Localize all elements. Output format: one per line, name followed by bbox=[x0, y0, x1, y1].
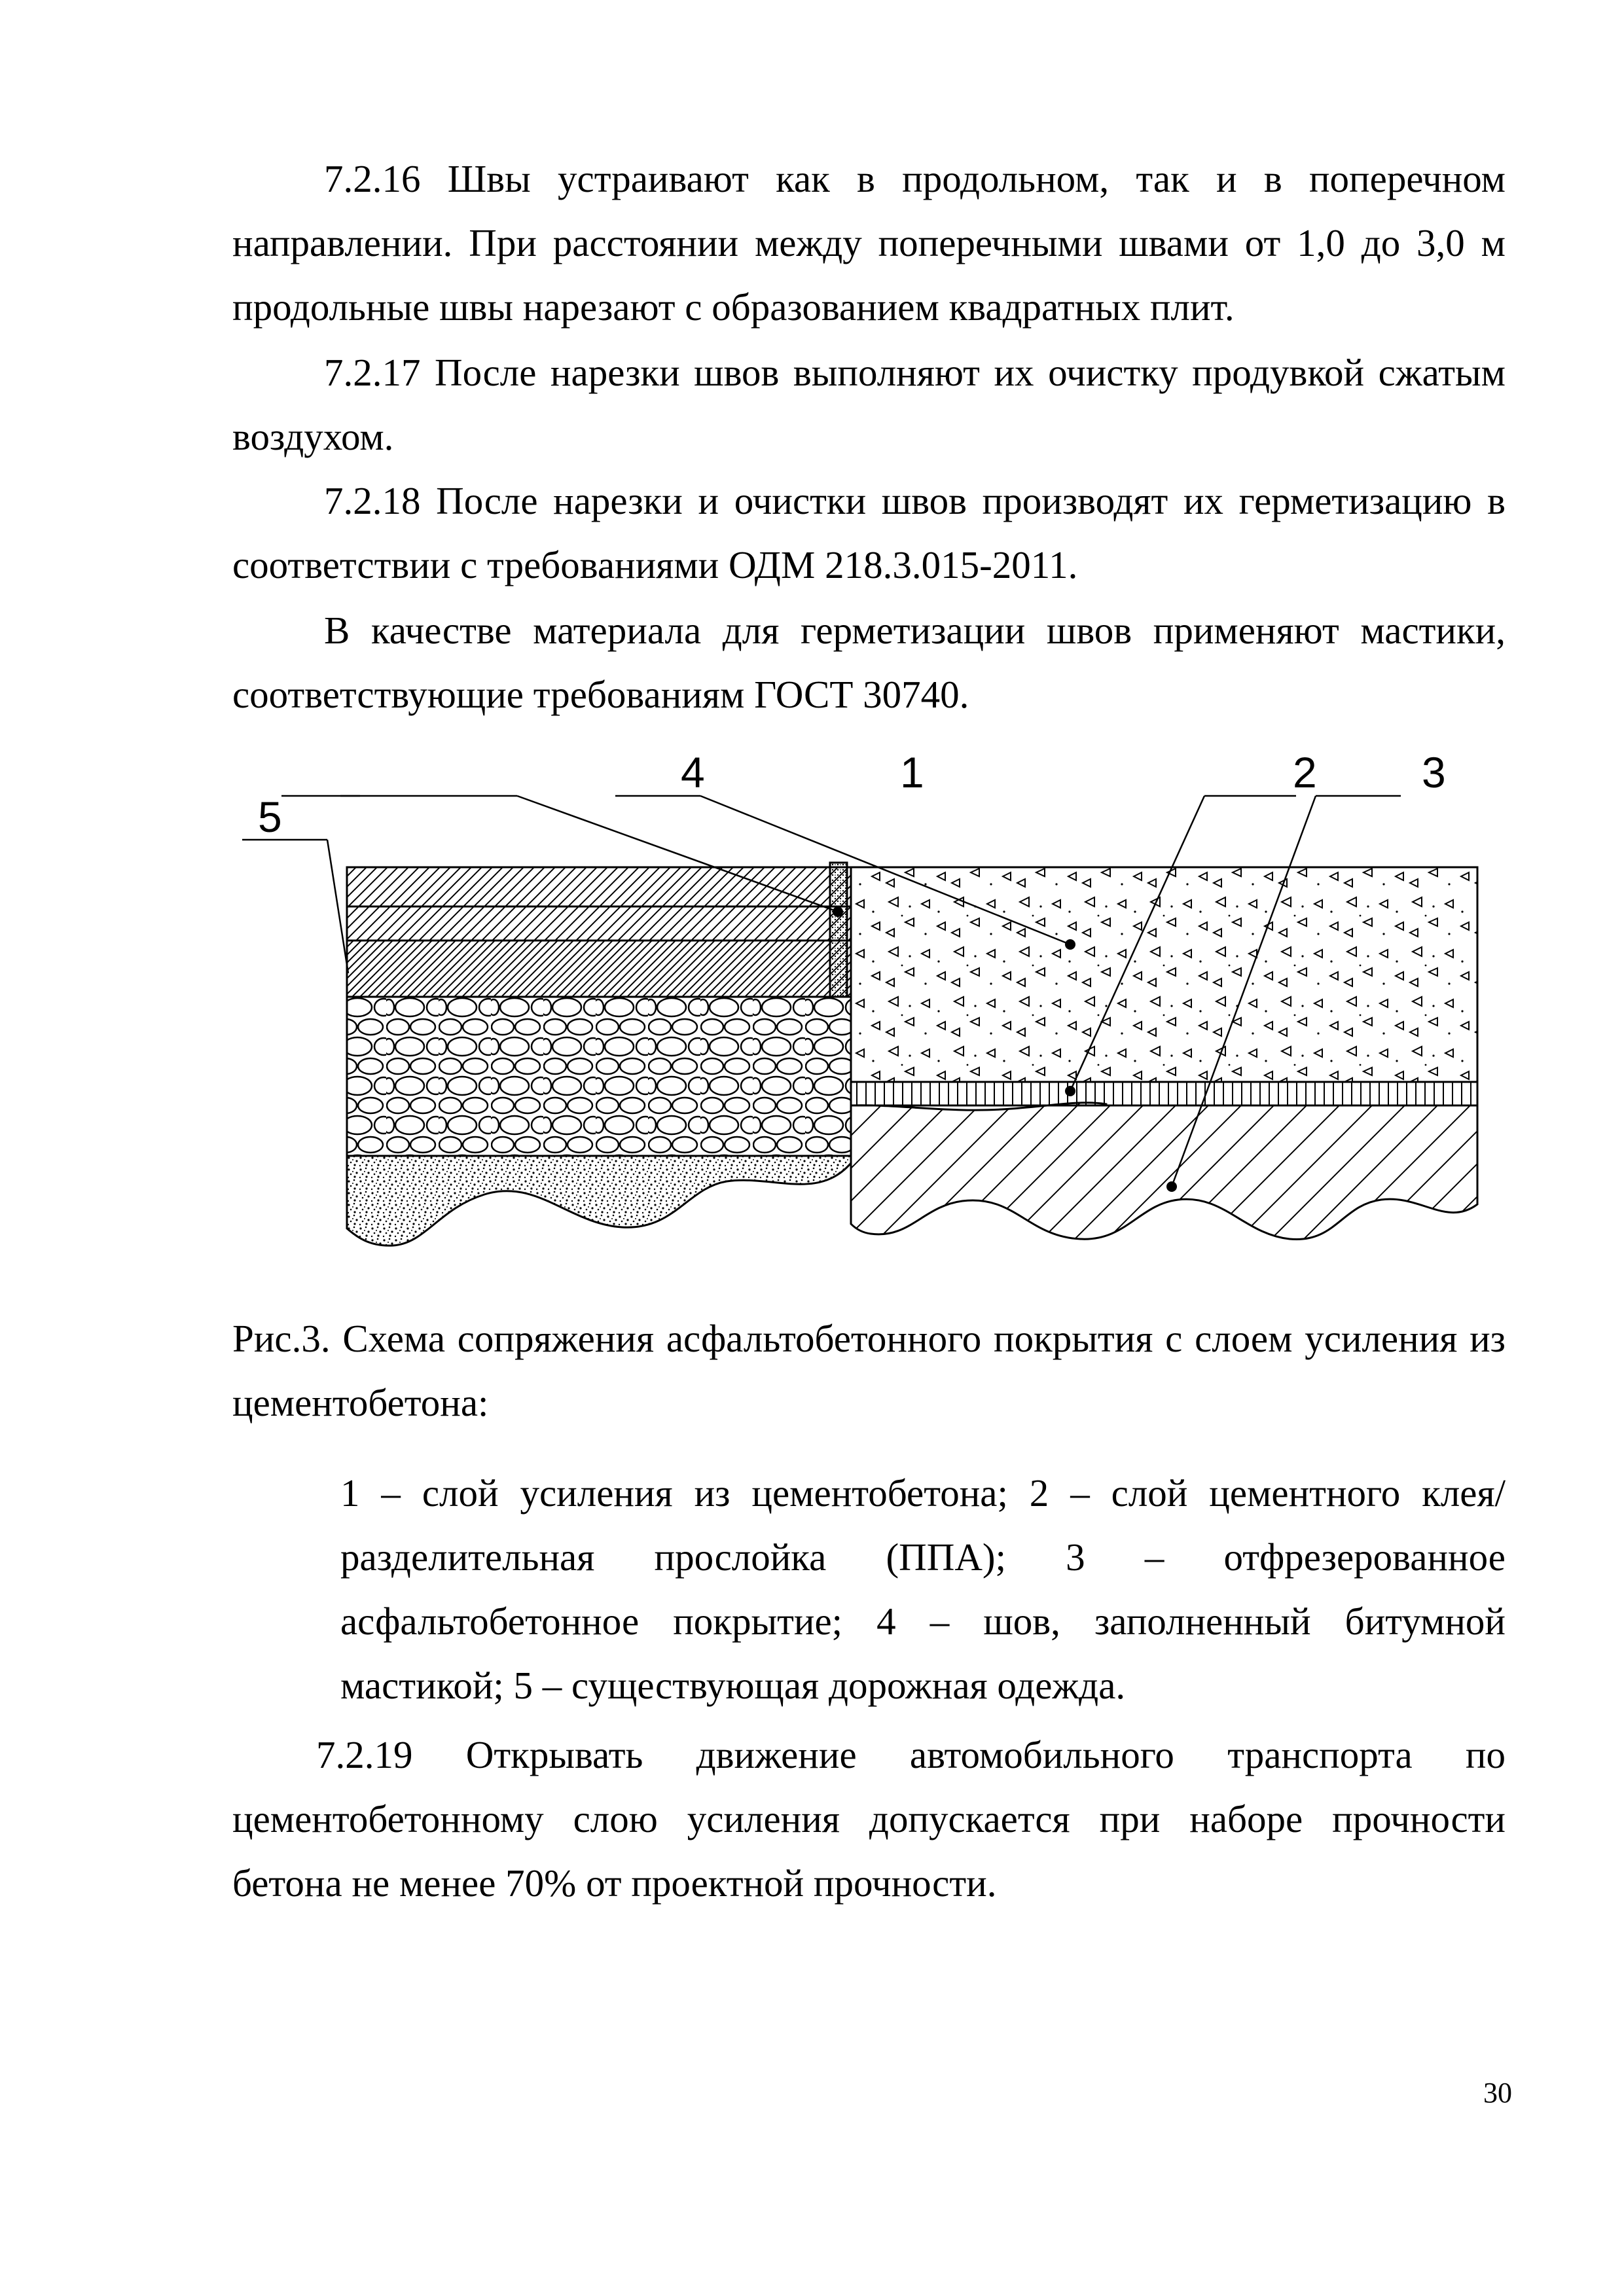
paragraph-7-2-19: 7.2.19 Открывать движение автомобильного транспорта по цементобетонному слою усиления допускается при наборе прочности бетона не менее 70% от проектной прочности. bbox=[232, 1733, 1506, 1905]
existing-pavement bbox=[347, 867, 851, 1246]
paragraph-7-2-18: 7.2.18 После нарезки и очистки швов производят их герметизацию в соответствии с требованиями ОДМ 218.3.015-2011. bbox=[232, 479, 1506, 586]
paragraph-7-2-16: 7.2.16 Швы устраивают как в продольном, так и в поперечном направлении. При расстоянии между поперечными швами от 1,0 до 3,0 м продольные швы нарезают с образованием квадратных плит. bbox=[232, 157, 1506, 329]
label-3: 3 bbox=[1422, 748, 1446, 797]
label-2: 2 bbox=[1293, 748, 1317, 797]
label-5: 5 bbox=[258, 793, 282, 841]
label-1: 1 bbox=[900, 748, 924, 797]
page-number: 30 bbox=[1483, 2077, 1512, 2109]
paragraph-7-2-17: 7.2.17 После нарезки швов выполняют их очистку продувкой сжатым воздухом. bbox=[232, 351, 1506, 458]
label-4: 4 bbox=[681, 748, 705, 797]
figure-legend: 1 – слой усиления из цементобетона; 2 – слой цементного клея/ разделительная прослойка (ППА); 3 – отфрезерованное асфальтобетонное покрытие; 4 – шов, заполненный битумной мастикой; 5 – существующая дорожная одежда. bbox=[340, 1471, 1506, 1707]
paragraph-sealant-material: В качестве материала для герметизации швов применяют мастики, соответствующие требованиям ГОСТ 30740. bbox=[232, 609, 1506, 716]
sealed-joint bbox=[830, 863, 847, 997]
figure-caption: Рис.3. Схема сопряжения асфальтобетонного покрытия с слоем усиления из цементобетона: bbox=[232, 1317, 1506, 1424]
pavement-diagram bbox=[229, 743, 1486, 1280]
cement-concrete-layer bbox=[851, 867, 1477, 1240]
